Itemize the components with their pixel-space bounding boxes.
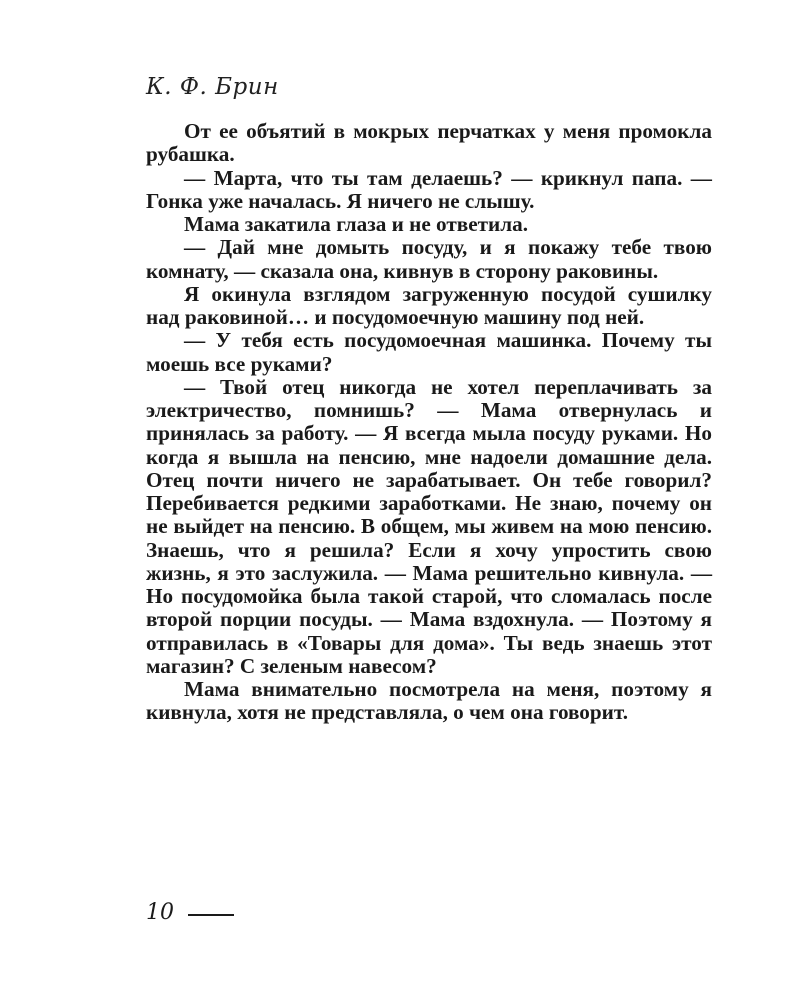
footer-rule bbox=[188, 914, 234, 916]
paragraph: От ее объятий в мокрых перчатках у меня промокла рубашка. bbox=[146, 119, 712, 167]
paragraph: Я окинула взглядом загруженную посудой сушилку над раковиной… и посудомоечную машину под ней. bbox=[146, 281, 712, 329]
paragraph: — Твой отец никогда не хотел переплачивать за электричество, помнишь? — Мама отвернулась и принялась за работу. — Я всегда мыла посуду руками. Но когда я вышла на пенсию, мне надоели домашние дела. Отец почти ничего не зарабатывает. Он тебе говорил? Перебивается редкими заработками. Не знаю, почему он не выйдет на пенсию. В общем, мы живем на мою пенсию. Знаешь, что я решила? Если я хочу упростить свою жизнь, я это заслужила. — Мама решительно кивнула. — Но посудомойка была такой старой, что сломалась после второй порции посуды. — Мама вздохнула. — Поэтому я отправилась в «Товары для дома». Ты ведь знаешь этот магазин? С зеленым навесом? bbox=[146, 374, 712, 678]
paragraph: Мама закатила глаза и не ответила. bbox=[184, 212, 529, 236]
page-footer bbox=[146, 900, 234, 925]
page-number: 10 bbox=[146, 900, 174, 925]
paragraph: — Марта, что ты там делаешь? — крикнул папа. — Гонка уже началась. Я ничего не слышу. bbox=[146, 165, 712, 213]
running-head-author: К. Ф. Брин bbox=[146, 74, 279, 100]
paragraph: Мама внимательно посмотрела на меня, поэтому я кивнула, хотя не представляла, о чем она говорит. bbox=[146, 677, 712, 725]
paragraph: — У тебя есть посудомоечная машинка. Почему ты моешь все руками? bbox=[146, 328, 712, 376]
paragraph: — Дай мне домыть посуду, и я покажу тебе твою комнату, — сказала она, кивнув в сторону раковины. bbox=[146, 235, 712, 283]
body-text bbox=[146, 120, 712, 725]
